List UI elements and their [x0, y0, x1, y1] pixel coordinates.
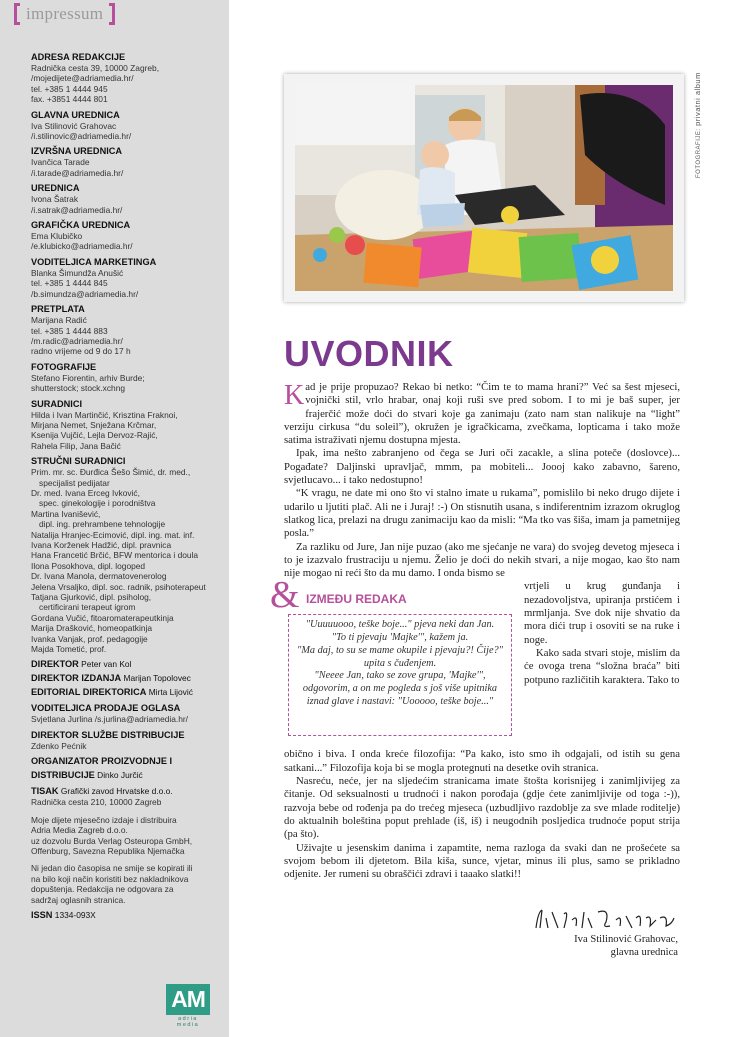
impressum-heading: ADRESA REDAKCIJE — [31, 52, 126, 62]
impressum-line: Ivana Korženek Hadžić, dipl. pravnica — [31, 540, 172, 550]
impressum-header — [14, 3, 115, 25]
impressum-line: Ivanka Vanjak, prof. pedagogije — [31, 633, 148, 644]
impressum-line: Hana Francetić Brčić, BFW mentorica i doula — [31, 550, 199, 561]
impressum-line: Ksenija Vujčić, Lejla Dervoz-Rajić, — [31, 430, 158, 441]
impressum-line: Iva Stilinović Grahovac — [31, 120, 117, 131]
impressum-line: Ema Klubičko — [31, 231, 83, 242]
impressum-line: /mojedijete@adriamedia.hr/ — [31, 73, 134, 84]
impressum-heading: ORGANIZATOR PROIZVODNJE I — [31, 756, 173, 767]
impressum-line: certificirani terapeut igrom — [39, 602, 136, 613]
impressum-line: Ilona Posokhova, dipl. logoped — [31, 560, 146, 571]
impressum-line: Gordana Vučić, fitoaromaterapeutkinja — [31, 612, 174, 623]
impressum-line: Moje dijete mjesečno izdaje i distribuira — [31, 814, 177, 825]
impressum-line: Svjetlana Jurlina /s.jurlina@adriamedia.hr/ — [31, 714, 188, 725]
impressum-line: /b.simundza@adriamedia.hr/ — [31, 288, 139, 299]
impressum-line: Mirjana Nemet, Snježana Krčmar, — [31, 419, 157, 430]
impressum-section — [31, 304, 221, 357]
impressum-heading: SURADNICI — [31, 398, 83, 409]
paragraph-5-continued: obično i biva. I onda kreće filozofija: “Pa kako, isto smo ih odgajali, od istih su gena satkani...” Filozofija koja bi se mogla protegnuti na desetke ovih stranica. — [284, 748, 680, 774]
impressum-inline-value: 1334-093X — [52, 909, 96, 920]
impressum-line: uz dozvolu Burda Verlag Osteuropa GmbH, — [31, 835, 193, 846]
paragraph-5: Kako sada stvari stoje, mislim da će ovoga trena “složna braća” biti potpuno različitih karaktera. Tako to — [524, 646, 680, 686]
impressum-line: Natalija Hranjec-Ecimović, dipl. ing. mat. inf. — [31, 529, 195, 540]
impressum-line: dipl. ing. prehrambene tehnologije — [39, 519, 166, 530]
impressum-line: spec. ginekologije i porodništva — [39, 498, 156, 509]
impressum-heading: TISAK Grafički zavod Hrvatske d.o.o. — [31, 786, 173, 797]
impressum-line: Dr. med. Ivana Erceg Ivković, — [31, 487, 140, 498]
impressum-heading: UREDNICA — [31, 183, 80, 194]
impressum-heading: DISTRIBUCIJE Dinko Jurčić — [31, 770, 143, 781]
quote-line: "Neeee Jan, tako se zove grupa, 'Majke'", — [314, 670, 486, 682]
impressum-heading: GRAFIČKA UREDNICA — [31, 220, 131, 231]
impressum-section — [31, 146, 221, 178]
handwritten-signature — [528, 906, 678, 934]
impressum-heading: DIREKTOR Peter van Kol — [31, 659, 132, 670]
impressum-inline-value: Dinko Jurčić — [94, 770, 143, 781]
impressum-line: tel. +385 1 4444 945 — [31, 83, 108, 94]
impressum-heading: VODITELJICA MARKETINGA — [31, 256, 157, 267]
impressum-line: Zdenko Pećnik — [31, 740, 87, 751]
impressum-heading: EDITORIAL DIREKTORICA Mirta Lijović — [31, 687, 193, 698]
impressum-section — [31, 910, 221, 921]
impressum-section — [31, 815, 221, 857]
impressum-line: /i.satrak@adriamedia.hr/ — [31, 204, 123, 215]
impressum-section — [31, 183, 221, 215]
quote-line: "Ma daj, to su se mame okupile i pjevaju?! Čije?" — [297, 644, 503, 656]
impressum-heading: STRUČNI SURADNICI — [31, 456, 126, 467]
box-heading: IZMEĐU REDAKA — [306, 592, 407, 607]
impressum-section — [31, 756, 221, 767]
quote-line: odgovorim, a on me pogleda s još više upitnika — [302, 682, 498, 694]
ampersand-icon: & — [270, 574, 300, 617]
impressum-inline-value: Grafički zavod Hrvatske d.o.o. — [58, 786, 173, 797]
impressum-section — [31, 659, 221, 670]
impressum-inline-value: Mirta Lijović — [146, 687, 193, 698]
impressum-line: sadržaj oglasnih stranica. — [31, 894, 126, 905]
impressum-heading: ISSN 1334-093X — [31, 909, 96, 920]
paragraph-1-text: ad je prije propuzao? Rekao bi netko: “Čim te to mama hrani?” Već sa šest mjeseci, vojnički stil, vrlo hrabar, onaj koji ruši sve pred sobom. I to mi je baš super, jer frajerčić može doći do stvari koje ga zanimaju (zato nam stan nalikuje na “light” verziju cirkusa “du soleil”), okružen je igračkicama, zvečkama, lopticama i tako može satima istraživati njemu dostupna mjesta. — [284, 381, 680, 447]
impressum-inline-value: Peter van Kol — [78, 659, 132, 670]
paragraph-2: Ipak, ima nešto zabranjeno od čega se Juri oči zacakle, a slina poteče (doslovce)... Pogađate? Daljinski upravljač, mmm, pa mobiteli... Joooj kako zabavno, šareno, svjetlucavo... i tako nedostupno! — [284, 447, 680, 487]
impressum-sidebar — [0, 0, 229, 1037]
impressum-line: Jelena Vrsaljko, dipl. soc. radnik, psihoterapeut — [31, 581, 206, 592]
impressum-section — [31, 52, 221, 105]
impressum-line: fax. +3851 4444 801 — [31, 94, 108, 105]
impressum-heading: PRETPLATA — [31, 304, 85, 315]
impressum-line: specijalist pedijatar — [39, 477, 110, 488]
paragraph-4-continued: vrtjeli u krug gunđanja i nezadovoljstva, upiranja prstićem i mrmljanja. Sve dok nije shvatio da mora dići trup i osoviti se na ruke i noge. — [524, 580, 680, 646]
impressum-section — [31, 362, 221, 394]
impressum-section — [31, 220, 221, 252]
impressum-line: Blanka Šimundža Anušić — [31, 267, 124, 278]
impressum-section — [31, 673, 221, 684]
impressum-line: shutterstock; stock.xchng — [31, 383, 126, 394]
paragraph-4: Za razliku od Jure, Jan nije puzao (ako me sjećanje ne vara) do svojeg devetog mjeseca i to je izazvalo frustraciju u njemu. Želio je doći do nekih stvari, a nije mogao, kao što nam nije mogao ni reći što da mu damo. I onda bismo se — [284, 540, 680, 580]
logo-mark: AM — [166, 984, 210, 1015]
quote-line: upita s čuđenjem. — [363, 657, 437, 669]
logo-subtext: adria media — [176, 1016, 200, 1028]
impressum-line: /m.radic@adriamedia.hr/ — [31, 335, 123, 346]
impressum-line: Offenburg, Savezna Republika Njemačka — [31, 845, 185, 856]
paragraph-7: Uživajte u jesenskim danima i zapamtite, nema razloga da svaki dan ne prošećete sa svojom bebom ili djetetom. Bila kiša, sunce, vjetar, minus ili plus, samo se prikladno odjenite. Jer rumeni su obraščići zdravi i taaako slatki!! — [284, 841, 680, 881]
impressum-title: impressum — [26, 4, 104, 23]
quote-line: "Uuuuuooo, teške boje..." pjeva neki dan Jan. — [305, 619, 495, 631]
credit-value: privatni album — [693, 72, 702, 126]
credit-label: FOTOGRAFIJE: — [696, 128, 702, 178]
impressum-section — [31, 703, 221, 724]
author-role: glavna urednica — [610, 947, 678, 958]
impressum-line: tel. +385 1 4444 845 — [31, 278, 108, 289]
impressum-section — [31, 730, 221, 751]
impressum-section — [31, 786, 221, 807]
photo-credit — [693, 58, 702, 178]
impressum-line: Marijana Radić — [31, 315, 87, 326]
impressum-line: Marija Drašković, homeopatkinja — [31, 623, 153, 634]
article-body — [270, 380, 680, 881]
impressum-line: Rahela Filip, Jana Bačić — [31, 440, 121, 451]
impressum-line: Ivona Šatrak — [31, 194, 79, 205]
impressum-line: Prim. mr. sc. Đurđica Šešo Šimić, dr. med., — [31, 467, 191, 478]
impressum-line: Ni jedan dio časopisa ne smije se kopirati ili — [31, 863, 193, 874]
impressum-heading: GLAVNA UREDNICA — [31, 109, 120, 120]
impressum-section — [31, 399, 221, 452]
impressum-line: Ivančica Tarade — [31, 157, 90, 168]
impressum-heading: FOTOGRAFIJE — [31, 361, 97, 372]
impressum-heading: DIREKTOR SLUŽBE DISTRIBUCIJE — [31, 729, 185, 740]
author-name: Iva Stilinović Grahovac, — [574, 934, 678, 945]
quote-box — [288, 614, 512, 736]
drop-cap: K — [284, 380, 305, 411]
impressum-section — [31, 110, 221, 142]
quote-line: iznad glave i nastavi: "Uooooo, teške boje..." — [306, 695, 494, 707]
impressum-section — [31, 770, 221, 781]
impressum-heading: VODITELJICA PRODAJE OGLASA — [31, 703, 181, 714]
paragraph-6: Nasreću, neće, jer na sljedećim stranicama imate štošta korisnijeg i zanimljivijeg za čitanje. Od seksualnosti u trudnoći i nakon porođaja (gdje ćete zanimljivije od toga :-)), razvoja bebe od rođenja pa do trećeg mjeseca (uzbudljivo razdoblje za sve mlade roditelje) do aktualnih boleština poput prehlade (iš, iš) i neugodnih posljedica trudnoće poput strija (pa što). — [284, 775, 680, 841]
signature-block — [528, 933, 678, 959]
impressum-section — [31, 456, 221, 654]
paragraph-1 — [284, 381, 680, 447]
between-lines-box — [270, 574, 516, 748]
bracket-right — [109, 3, 115, 25]
impressum-section — [31, 863, 221, 905]
impressum-line: Adria Media Zagreb d.o.o. — [31, 825, 128, 836]
impressum-line: Stefano Fiorentin, arhiv Burde; — [31, 372, 145, 383]
article-title: UVODNIK — [284, 333, 454, 374]
impressum-heading: DIREKTOR IZDANJA Marijan Topolovec — [31, 673, 191, 684]
impressum-line: /e.klubicko@adriamedia.hr/ — [31, 241, 133, 252]
impressum-line: Martina Ivanišević, — [31, 508, 101, 519]
impressum-line: /i.stilinovic@adriamedia.hr/ — [31, 131, 132, 142]
impressum-line: Dr. Ivana Manola, dermatovenerolog — [31, 571, 167, 582]
impressum-line: Radnička cesta 210, 10000 Zagreb — [31, 797, 162, 808]
impressum-line: dopuštenja. Redakcija ne odgovara za — [31, 884, 174, 895]
impressum-line: na bilo koji način koristiti bez nakladnikova — [31, 873, 189, 884]
impressum-heading: IZVRŠNA UREDNICA — [31, 146, 123, 157]
impressum-line: tel. +385 1 4444 883 — [31, 325, 108, 336]
adria-media-logo — [166, 984, 210, 1028]
impressum-list — [31, 52, 221, 926]
impressum-line: Radnička cesta 39, 10000 Zagreb, — [31, 63, 160, 73]
impressum-line: Tatjana Gjurković, dipl. psiholog, — [31, 592, 152, 603]
impressum-inline-value: Marijan Topolovec — [121, 673, 191, 684]
children-photo — [295, 85, 673, 291]
impressum-line: radno vrijeme od 9 do 17 h — [31, 346, 131, 357]
impressum-line: Majda Tometić, prof. — [31, 644, 107, 655]
quote-line: "To ti pjevaju 'Majke'", kažem ja. — [331, 632, 469, 644]
impressum-line: /i.tarade@adriamedia.hr/ — [31, 167, 124, 178]
impressum-line: Hilda i Ivan Martinčić, Krisztina Fraknoi, — [31, 409, 178, 420]
impressum-section — [31, 687, 221, 698]
paragraph-3: “K vragu, ne date mi ono što vi stalno imate u rukama”, pomislilo bi neko drugo dijete i udarilo u ljutiti plač. Ali ne i Juraj! :-) On stisnutih usana, s indiferentnim izrazom okruglog slatkog lica, prelazi na drugu zanimaciju kao da misli: “Ma tko vas šiša, imam ja pametnijeg posla.” — [284, 487, 680, 540]
photo-frame — [284, 74, 684, 302]
impressum-section — [31, 257, 221, 299]
